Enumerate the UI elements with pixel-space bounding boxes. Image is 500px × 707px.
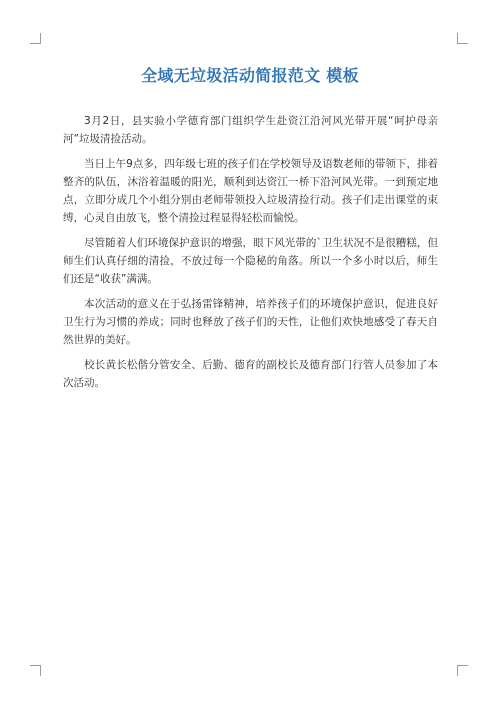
paragraph-1: 3月2日，县实验小学德育部门组织学生赴资江沿河风光带开展“呵护母亲河”垃圾清捡活动。	[63, 115, 438, 145]
crop-mark-top-right	[457, 33, 468, 44]
paragraph-4: 本次活动的意义在于弘扬雷锋精神，培养孩子们的环境保护意识，促进良好卫生行为习惯的养成；同时也释放了孩子们的天性，让他们欢快地感受了春天自然世界的美好。	[63, 298, 438, 346]
paragraph-3: 尽管随着人们环境保护意识的增强，眼下风光带的`卫生状况不是很糟糕，但师生们认真仔细的清捡，不放过每一个隐秘的角落。所以一个多小时以后，师生们还是“收获”满满。	[63, 237, 438, 285]
paragraph-2: 当日上午9点多，四年级七班的孩子们在学校领导及语数老师的带领下，排着整齐的队伍，沐浴着温暖的阳光，顺利到达资江一桥下沿河风光带。一到预定地点，立即分成几个小组分别由老师带领投入垃圾清捡行动。孩子们走出课堂的束缚，心灵自由放飞，整个清捡过程显得轻松而愉悦。	[63, 158, 438, 224]
crop-mark-top-left	[30, 33, 41, 44]
document-body	[63, 112, 438, 399]
document-title: 全域无垃圾活动简报范文 模板	[141, 66, 359, 85]
crop-mark-bottom-right	[457, 665, 468, 676]
crop-mark-bottom-left	[30, 665, 41, 676]
paragraph-5: 校长黄长松偕分管安全、后勤、德育的副校长及德育部门行管人员参加了本次活动。	[63, 359, 438, 389]
